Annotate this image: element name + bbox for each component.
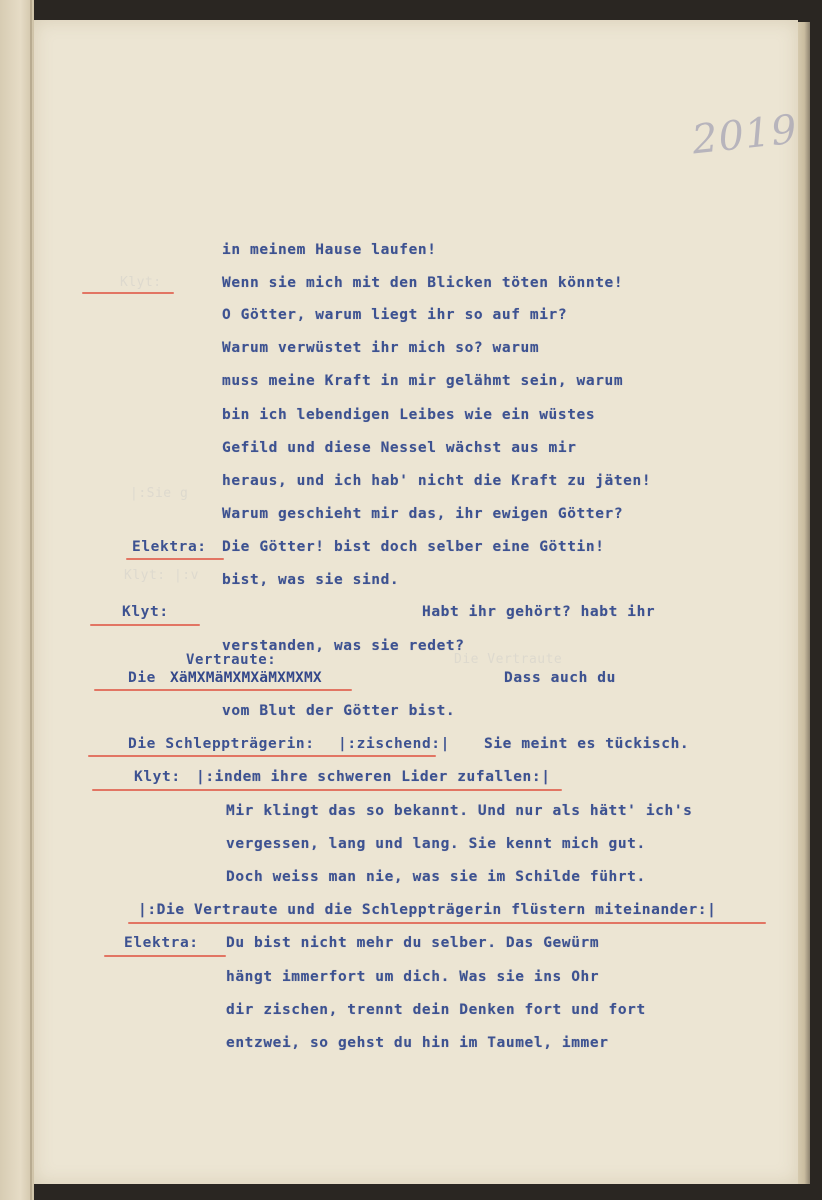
text-line: heraus, und ich hab' nicht die Kraft zu jäten! bbox=[222, 473, 652, 489]
text-line: bist, was sie sind. bbox=[222, 572, 400, 588]
struck-out-text: XäMXMäMXMXäMXMXMX bbox=[170, 670, 322, 686]
text-line: bin ich lebendigen Leibes wie ein wüstes bbox=[222, 407, 596, 423]
speaker-elektra: Elektra: bbox=[132, 539, 207, 555]
red-underline bbox=[90, 624, 200, 626]
red-underline bbox=[88, 755, 436, 757]
show-through-text: |:Sie g bbox=[130, 486, 189, 501]
text-line: Warum geschieht mir das, ihr ewigen Götter? bbox=[222, 506, 624, 522]
text-line: Habt ihr gehört? habt ihr bbox=[422, 604, 656, 620]
speaker-klyt: Klyt: bbox=[122, 604, 169, 620]
show-through-text: Klyt: |:v bbox=[124, 568, 199, 583]
speaker-klyt: Klyt: bbox=[134, 769, 181, 785]
red-underline bbox=[128, 922, 766, 924]
text-line: Du bist nicht mehr du selber. Das Gewürm bbox=[226, 935, 600, 951]
previous-page-edge bbox=[0, 0, 34, 1200]
inserted-speaker-correction: Vertraute: bbox=[186, 652, 277, 668]
stage-direction: |:Die Vertraute und die Schleppträgerin flüstern miteinander:| bbox=[138, 902, 717, 918]
text-line: Warum verwüstet ihr mich so? warum bbox=[222, 340, 540, 356]
folio-number: 2019 bbox=[689, 106, 800, 164]
paper-stack-edge bbox=[796, 22, 810, 1184]
red-underline bbox=[94, 689, 352, 691]
page-fold bbox=[30, 0, 32, 1200]
text-line: vergessen, lang und lang. Sie kennt mich gut. bbox=[226, 836, 646, 852]
text-line: entzwei, so gehst du hin im Taumel, immer bbox=[226, 1035, 609, 1051]
text-line: verstanden, was sie redet? bbox=[222, 638, 465, 654]
red-underline bbox=[126, 558, 224, 560]
red-underline bbox=[104, 955, 226, 957]
text-line: vom Blut der Götter bist. bbox=[222, 703, 456, 719]
stage-direction: |:indem ihre schweren Lider zufallen:| bbox=[196, 769, 551, 785]
speaker-schlepptraegerin: Die Schleppträgerin: bbox=[128, 736, 315, 752]
show-through-text: Die Vertraute bbox=[454, 652, 563, 667]
text-line: Wenn sie mich mit den Blicken töten könnte! bbox=[222, 275, 624, 291]
stage-direction: |:zischend:| bbox=[338, 736, 450, 752]
red-underline bbox=[92, 789, 562, 791]
text-line: Dass auch du bbox=[504, 670, 616, 686]
text-line: O Götter, warum liegt ihr so auf mir? bbox=[222, 307, 568, 323]
speaker-elektra: Elektra: bbox=[124, 935, 199, 951]
text-line: hängt immerfort um dich. Was sie ins Ohr bbox=[226, 969, 600, 985]
show-through-text: Klyt: bbox=[120, 275, 162, 290]
text-line: Die Götter! bist doch selber eine Göttin! bbox=[222, 539, 605, 555]
text-line: Doch weiss man nie, was sie im Schilde führt. bbox=[226, 869, 646, 885]
text-line: muss meine Kraft in mir gelähmt sein, warum bbox=[222, 373, 624, 389]
text-line: Mir klingt das so bekannt. Und nur als hätt' ich's bbox=[226, 803, 693, 819]
speaker-die-prefix: Die bbox=[128, 670, 156, 686]
typescript-page bbox=[34, 20, 798, 1184]
text-line: Sie meint es tückisch. bbox=[484, 736, 690, 752]
text-line: dir zischen, trennt dein Denken fort und fort bbox=[226, 1002, 646, 1018]
text-line: Gefild und diese Nessel wächst aus mir bbox=[222, 440, 577, 456]
red-underline bbox=[82, 292, 174, 294]
text-line: in meinem Hause laufen! bbox=[222, 242, 437, 258]
